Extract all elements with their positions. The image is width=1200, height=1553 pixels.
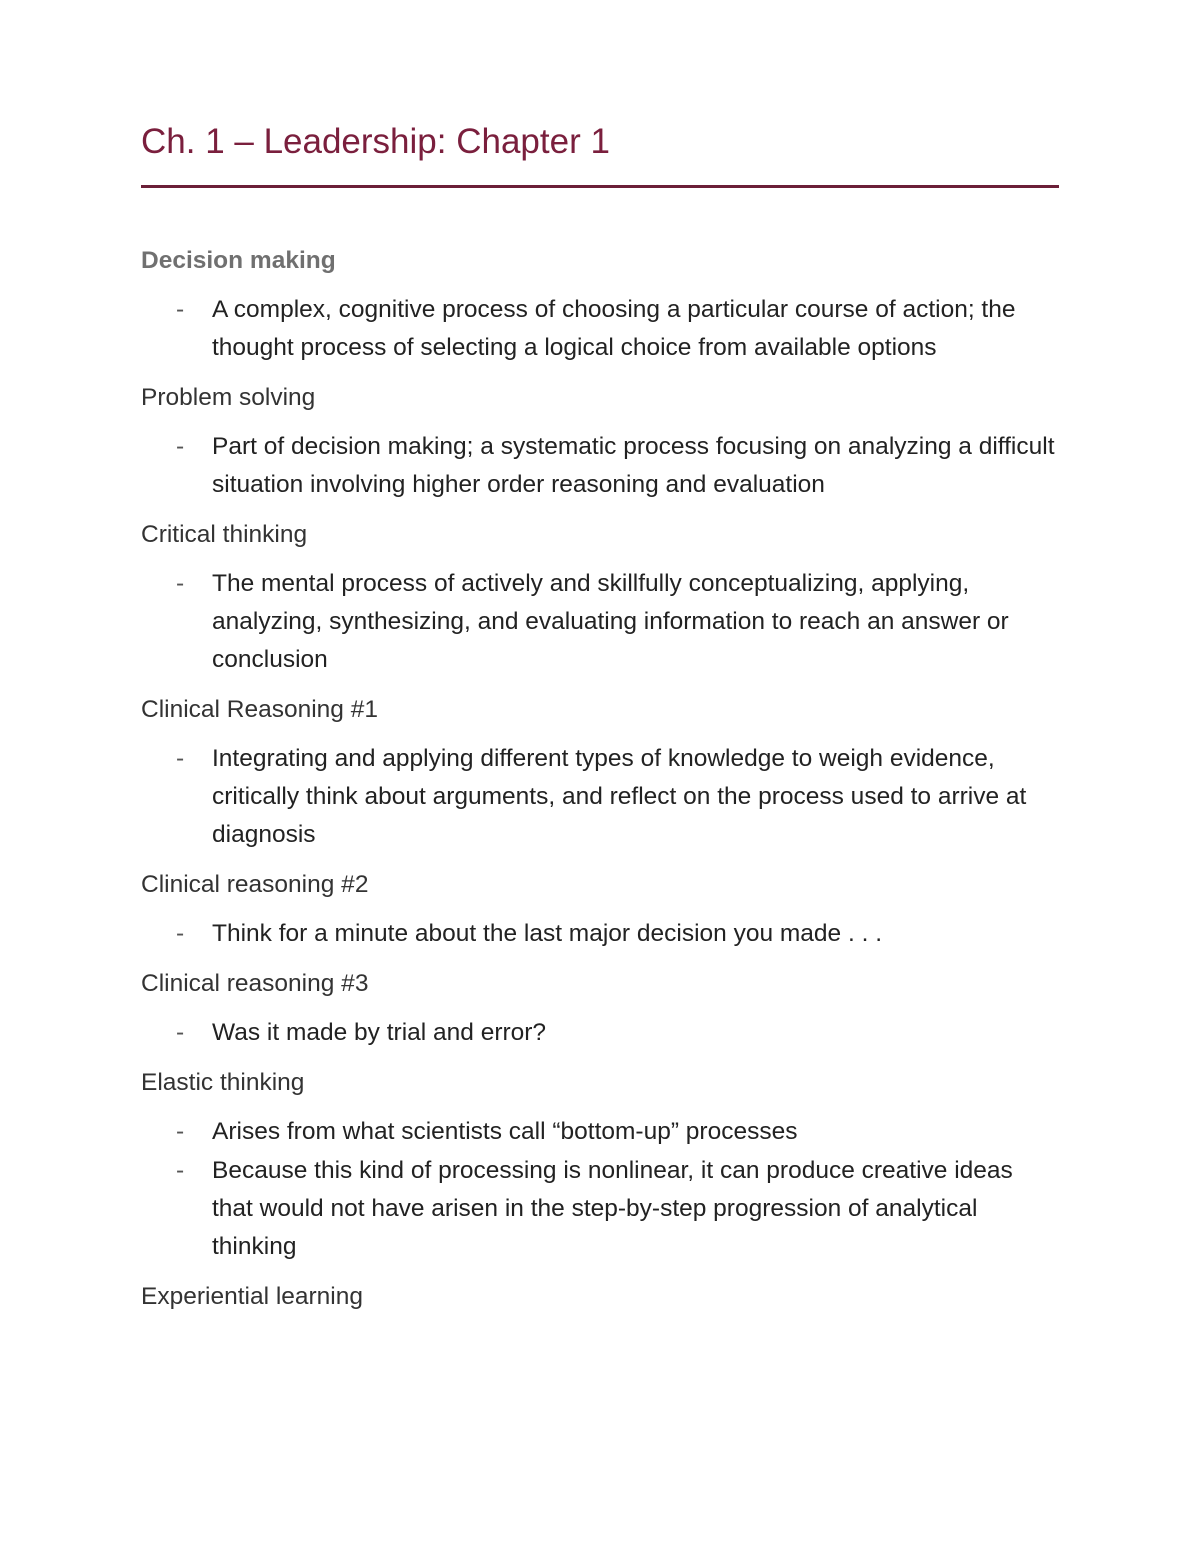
bullet-dash: -: [176, 1118, 185, 1145]
bullet-item: [141, 740, 1059, 854]
page-title: Ch. 1 – Leadership: Chapter 1: [141, 122, 610, 161]
bullet-list: [141, 915, 1059, 953]
bullet-list: [141, 740, 1059, 854]
section-problem-solving: [141, 377, 1059, 504]
bullet-text: Part of decision making; a systematic process focusing on analyzing a difficult situation involving higher order reasoning and evaluation: [212, 433, 1055, 498]
bullet-item: [141, 428, 1059, 504]
bullet-dash: -: [176, 433, 185, 460]
section-clinical-reasoning-2: [141, 864, 1059, 953]
bullet-text: A complex, cognitive process of choosing a particular course of action; the thought process of selecting a logical choice from available options: [212, 296, 1016, 361]
bullet-text: Think for a minute about the last major decision you made . . .: [212, 920, 883, 947]
title-divider: [141, 185, 1059, 188]
section-heading: Experiential learning: [141, 1283, 363, 1310]
bullet-dash: -: [176, 745, 185, 772]
bullet-dash: -: [176, 296, 185, 323]
bullet-item: [141, 1014, 1059, 1052]
section-heading: Decision making: [141, 247, 336, 274]
bullet-dash: -: [176, 920, 185, 947]
bullet-list: [141, 565, 1059, 679]
section-heading: Clinical Reasoning #1: [141, 696, 378, 723]
bullet-item: [141, 1113, 1059, 1151]
section-heading: Elastic thinking: [141, 1069, 305, 1096]
bullet-list: [141, 1014, 1059, 1052]
section-heading: Critical thinking: [141, 521, 308, 548]
bullet-text: Integrating and applying different types of knowledge to weigh evidence, critically think about arguments, and reflect on the process used to arrive at diagnosis: [212, 745, 1027, 848]
section-heading: Clinical reasoning #2: [141, 871, 369, 898]
notes-body: [141, 240, 1059, 1327]
bullet-list: [141, 428, 1059, 504]
section-experiential-learning: [141, 1276, 1059, 1327]
bullet-dash: -: [176, 570, 185, 597]
bullet-text: Was it made by trial and error?: [212, 1019, 547, 1046]
section-elastic-thinking: [141, 1062, 1059, 1266]
section-clinical-reasoning-3: [141, 963, 1059, 1052]
bullet-list: [141, 291, 1059, 367]
section-heading: Problem solving: [141, 384, 316, 411]
bullet-list: [141, 1113, 1059, 1266]
bullet-item: [141, 565, 1059, 679]
section-decision-making: [141, 240, 1059, 367]
bullet-dash: -: [176, 1157, 185, 1184]
bullet-text: Because this kind of processing is nonlinear, it can produce creative ideas that would not have arisen in the step-by-step progression of analytical thinking: [212, 1157, 1013, 1260]
bullet-item: [141, 291, 1059, 367]
bullet-text: The mental process of actively and skillfully conceptualizing, applying, analyzing, synthesizing, and evaluating information to reach an answer or conclusion: [212, 570, 1009, 673]
bullet-text: Arises from what scientists call “bottom-up” processes: [212, 1118, 798, 1145]
bullet-dash: -: [176, 1019, 185, 1046]
section-clinical-reasoning-1: [141, 689, 1059, 854]
bullet-item: [141, 915, 1059, 953]
bullet-item: [141, 1152, 1059, 1266]
section-critical-thinking: [141, 514, 1059, 679]
section-heading: Clinical reasoning #3: [141, 970, 369, 997]
